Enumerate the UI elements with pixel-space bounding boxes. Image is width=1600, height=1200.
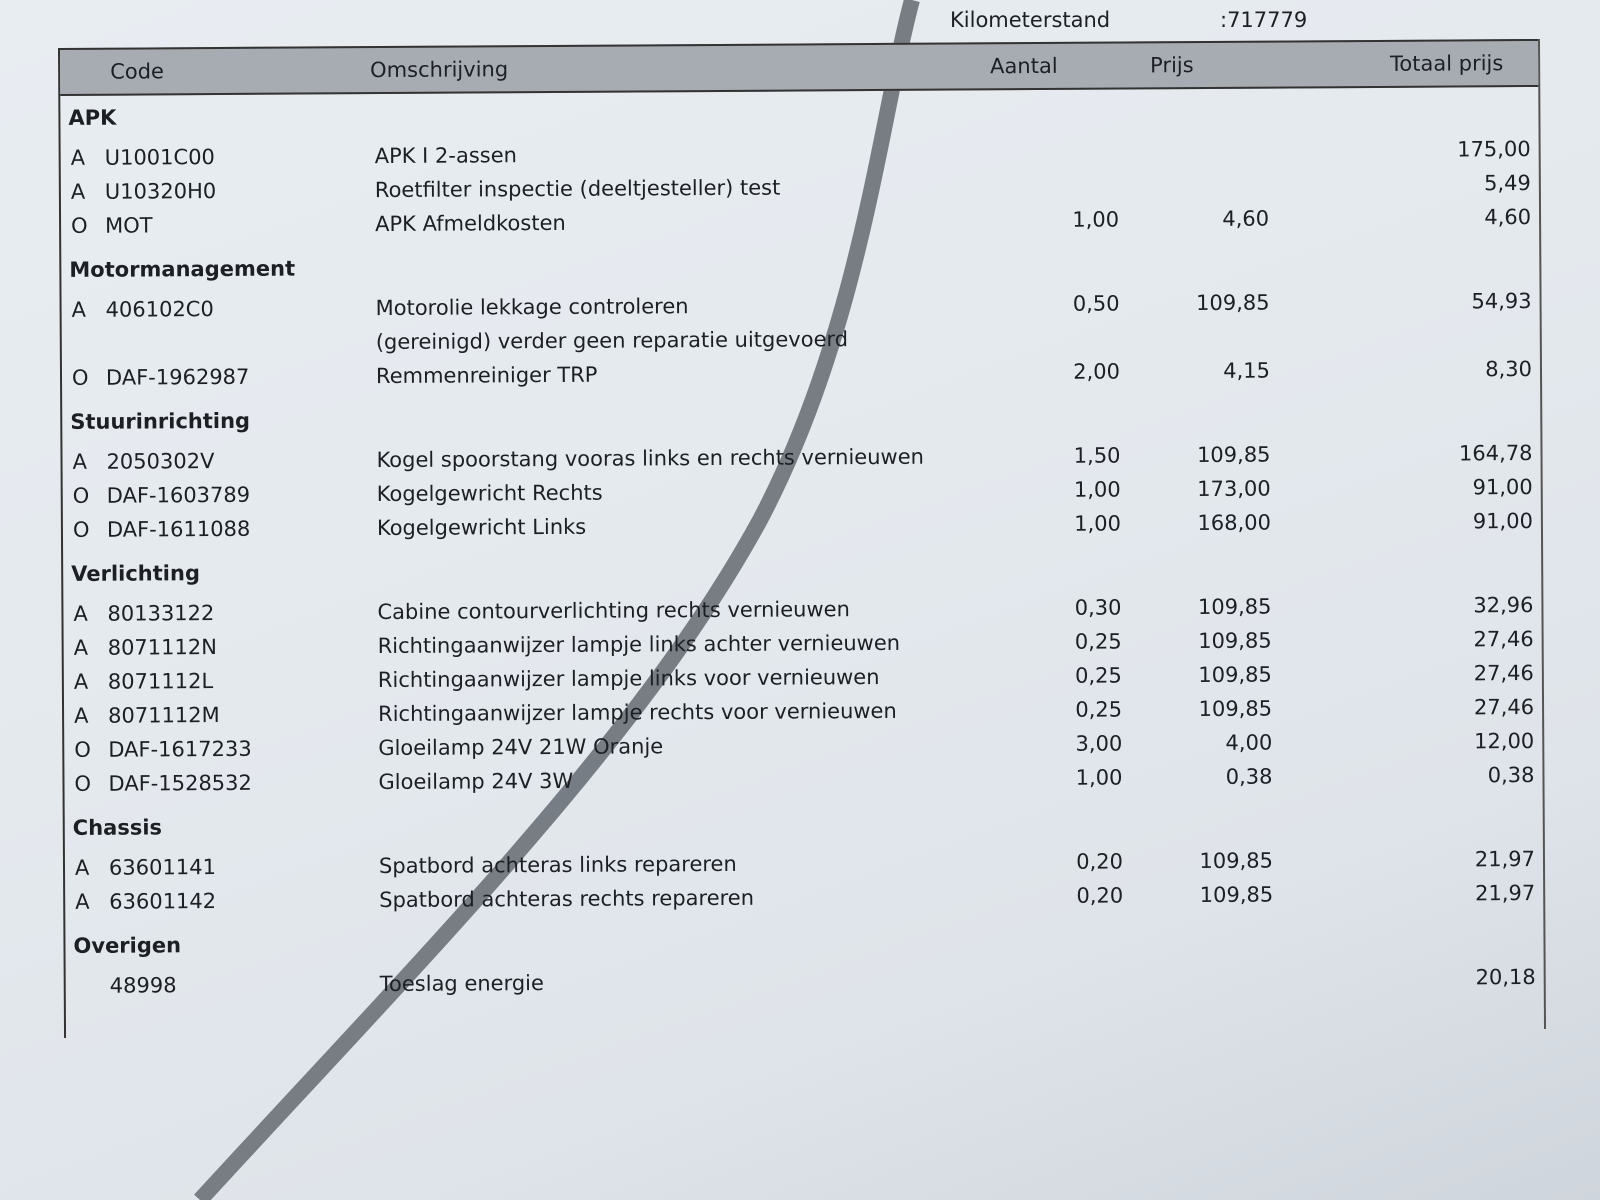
row-quantity: 1,50: [1073, 443, 1121, 468]
row-quantity: 0,25: [1075, 663, 1122, 688]
row-code: U1001C00: [104, 145, 215, 170]
row-total: 175,00: [1457, 137, 1531, 162]
row-type: A: [74, 855, 90, 880]
row-code: DAF-1611088: [106, 516, 251, 542]
row-total: 21,97: [1474, 846, 1536, 872]
row-description: Spatbord achteras rechts repareren: [379, 885, 755, 913]
row-description: Richtingaanwijzer lampje links achter vernieuwen: [377, 630, 901, 659]
row-type: A: [73, 669, 89, 694]
column-header-price: Prijs: [1150, 53, 1194, 78]
row-total: 5,49: [1484, 171, 1531, 196]
row-type: O: [71, 365, 89, 390]
table-row: [66, 961, 1544, 1004]
column-header-code: Code: [110, 59, 164, 84]
row-description: Remmenreiniger TRP: [375, 362, 598, 389]
row-type: A: [73, 601, 88, 626]
row-quantity: [1020, 326, 1120, 327]
row-description: Kogel spoorstang vooras links en rechts vernieuwen: [376, 444, 924, 473]
row-description: Toeslag energie: [379, 971, 544, 997]
section-title: APK: [68, 105, 117, 130]
row-code: 63601142: [109, 889, 217, 914]
row-total: 27,46: [1473, 660, 1534, 686]
section-title: Motormanagement: [69, 256, 296, 282]
column-header-total: Totaal prijs: [1390, 51, 1504, 76]
row-quantity: 2,00: [1073, 359, 1121, 384]
row-type: A: [75, 889, 90, 914]
row-price: [1159, 173, 1269, 174]
row-code: 8071112L: [107, 669, 214, 694]
column-header-description: Omschrijving: [370, 57, 509, 83]
row-total: 12,00: [1474, 728, 1535, 754]
row-total: 27,46: [1473, 694, 1535, 720]
row-type: O: [72, 483, 90, 508]
column-header-quantity: Aantal: [990, 53, 1058, 79]
row-type: A: [74, 703, 89, 728]
row-code: 8071112N: [107, 635, 217, 660]
row-quantity: 0,20: [1076, 849, 1124, 874]
row-quantity: 0,25: [1075, 697, 1123, 722]
invoice-table: [58, 39, 1546, 1038]
row-total: 20,18: [1475, 964, 1536, 990]
row-description: Kogelgewricht Links: [376, 514, 587, 541]
row-description: Gloeilamp 24V 3W: [378, 768, 574, 795]
row-price: 109,85: [1199, 848, 1274, 874]
row-quantity: 1,00: [1073, 477, 1121, 502]
row-type: A: [73, 635, 89, 660]
row-code: 8071112M: [108, 703, 220, 728]
row-description: Cabine contourverlichting rechts vernieuwen: [377, 597, 850, 625]
row-description: Richtingaanwijzer lampje links voor vernieuwen: [377, 664, 880, 693]
section-title: Overigen: [73, 933, 182, 958]
row-code: 80133122: [107, 601, 215, 626]
row-code: 48998: [109, 973, 177, 998]
row-quantity: 1,00: [1072, 207, 1120, 232]
row-quantity: 0,25: [1074, 629, 1122, 654]
row-quantity: [1019, 174, 1119, 175]
row-quantity: 0,50: [1072, 291, 1120, 316]
table-header: [60, 39, 1538, 96]
row-code: DAF-1528532: [108, 770, 252, 796]
row-price: 168,00: [1197, 510, 1271, 536]
row-price: 4,60: [1222, 206, 1270, 231]
row-code: 406102C0: [105, 297, 214, 322]
row-type: A: [70, 145, 86, 170]
row-price: 109,85: [1198, 696, 1273, 722]
row-type: O: [71, 213, 88, 238]
row-price: [1160, 325, 1270, 326]
row-price: 109,85: [1197, 594, 1272, 620]
row-description: Roetfilter inspectie (deeltjesteller) test: [374, 175, 781, 203]
row-code: 2050302V: [106, 449, 215, 474]
row-description: APK Afmeldkosten: [375, 210, 566, 237]
row-total: 27,46: [1473, 626, 1534, 652]
row-total: 164,78: [1458, 441, 1533, 466]
row-description: (gereinigd) verder geen reparatie uitgevoerd: [375, 327, 849, 355]
row-total: 91,00: [1472, 508, 1533, 534]
row-price: [1159, 139, 1269, 140]
row-code: DAF-1962987: [105, 364, 250, 390]
row-price: 109,85: [1198, 628, 1272, 654]
row-quantity: 0,30: [1074, 595, 1122, 620]
row-total: [1422, 323, 1532, 324]
row-price: 173,00: [1197, 476, 1271, 502]
row-price: 109,85: [1196, 442, 1271, 468]
row-code: MOT: [105, 213, 153, 238]
row-description: Motorolie lekkage controleren: [375, 294, 689, 321]
row-quantity: 1,00: [1075, 765, 1123, 790]
row-quantity: [1019, 140, 1119, 141]
row-price: 109,85: [1199, 882, 1274, 908]
row-total: 32,96: [1473, 592, 1534, 618]
row-price: 4,00: [1225, 730, 1273, 755]
row-total: 54,93: [1471, 289, 1532, 314]
row-type: A: [70, 179, 86, 204]
row-quantity: 3,00: [1075, 731, 1123, 756]
row-type: O: [72, 517, 90, 542]
row-type: O: [74, 737, 91, 762]
row-quantity: 1,00: [1074, 511, 1121, 536]
odometer-value: :717779: [1220, 8, 1308, 32]
section-title: Stuurinrichting: [70, 408, 251, 434]
row-price: 4,15: [1223, 358, 1271, 383]
row-type: O: [74, 771, 92, 796]
row-description: APK I 2-assen: [374, 143, 518, 169]
row-price: 109,85: [1196, 290, 1270, 316]
row-code: 63601141: [108, 855, 216, 880]
row-description: Kogelgewricht Rechts: [376, 480, 603, 507]
row-price: 0,38: [1225, 764, 1273, 789]
row-price: 109,85: [1198, 662, 1272, 688]
section-title: Chassis: [72, 815, 163, 840]
row-price: [1164, 967, 1274, 968]
row-code: U10320H0: [104, 179, 217, 204]
row-description: Gloeilamp 24V 21W Oranje: [378, 734, 664, 761]
row-total: 8,30: [1485, 357, 1533, 382]
row-quantity: 0,20: [1076, 883, 1124, 908]
odometer-label: Kilometerstand: [950, 8, 1111, 32]
row-description: Richtingaanwijzer lampje rechts voor vernieuwen: [378, 698, 897, 727]
row-code: DAF-1603789: [106, 482, 251, 508]
row-code: DAF-1617233: [108, 736, 252, 762]
row-quantity: [1024, 968, 1124, 969]
row-total: 4,60: [1484, 205, 1532, 230]
row-total: 0,38: [1487, 762, 1535, 788]
row-description: Spatbord achteras links repareren: [378, 851, 737, 879]
row-total: 21,97: [1474, 880, 1536, 906]
section-title: Verlichting: [71, 561, 201, 586]
row-type: A: [72, 449, 87, 474]
row-total: 91,00: [1472, 475, 1533, 500]
row-type: A: [71, 297, 87, 322]
